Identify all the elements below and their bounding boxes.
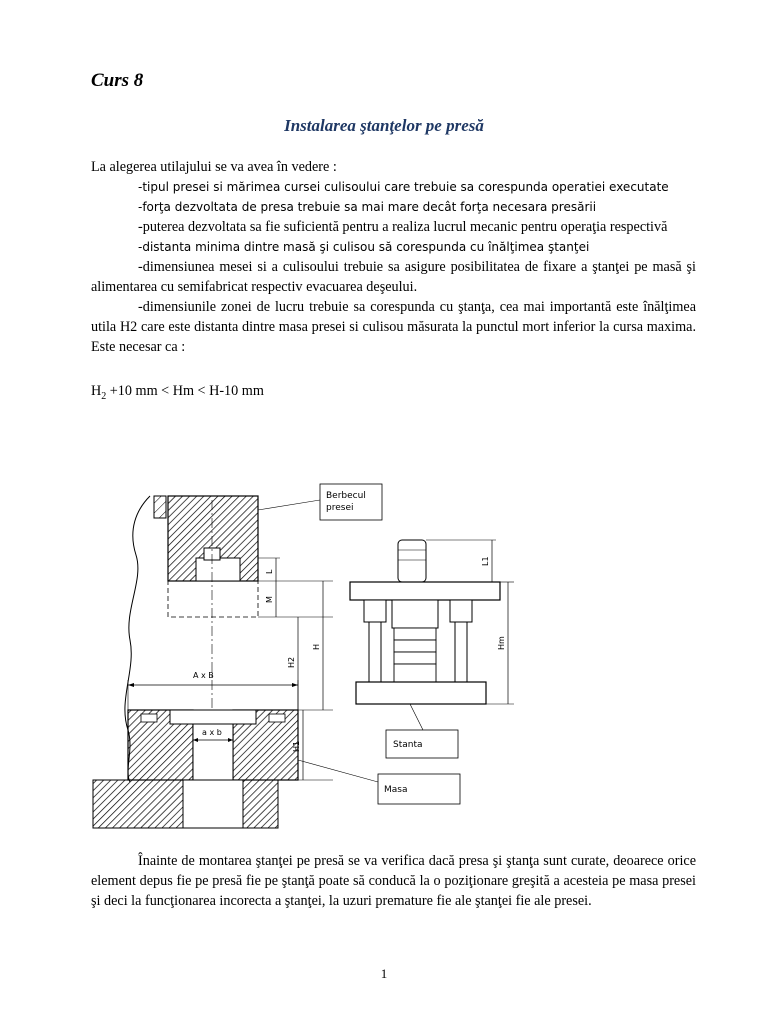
dim-Hm-label: Hm: [497, 636, 506, 650]
die-base-plate: [356, 682, 486, 704]
closing-text: [91, 851, 696, 911]
formula-h: H: [91, 383, 102, 399]
die-shank: [398, 540, 426, 582]
dim-H-label: H: [312, 643, 321, 650]
dim-L1-label: L1: [481, 556, 490, 566]
formula-subscript: 2: [101, 390, 107, 402]
course-label: Curs 8: [91, 70, 144, 91]
list-item-text: -tipul presei si mărimea cursei culisoului care trebuie sa corespunda operatiei executate: [138, 180, 669, 194]
page-number: 1: [380, 966, 388, 981]
ram-slot: [196, 558, 240, 581]
list-item: -puterea dezvoltata sa fie suficientă pentru a realiza lucrul mecanic pentru operaţia respectivă: [138, 219, 668, 235]
list-item: [91, 237, 696, 257]
callout-berbecul-text: Berbecul: [326, 491, 366, 501]
press-frame-notch: [154, 496, 166, 518]
die-punch: [392, 600, 438, 628]
bed-right: [243, 780, 278, 828]
callout-berbecul-box: [320, 484, 382, 520]
die-pillar-left: [369, 622, 381, 682]
bed-hole: [183, 780, 243, 828]
die-pillar-right: [455, 622, 467, 682]
list-item: [91, 197, 696, 217]
intro-paragraph: La alegerea utilajului se va avea în vedere :: [91, 159, 337, 175]
callout-masa-label: Masa: [384, 785, 408, 795]
table-top-slot: [170, 710, 256, 724]
die-core-4: [394, 664, 436, 682]
dim-L-label: L: [265, 569, 274, 574]
dim-AxB-label: A x B: [193, 671, 214, 680]
die-top-plate: [350, 582, 500, 600]
bed-left: [93, 780, 183, 828]
die-core-2: [394, 640, 436, 652]
dim-axb-label: a x b: [202, 728, 222, 737]
dim-H2-label: H2: [287, 656, 296, 668]
table-t-slot-left: [141, 714, 157, 722]
list-item-text: -distanta minima dintre masă şi culisou să corespunda cu înălţimea ştanţei: [138, 240, 590, 254]
die-guide-left-top: [364, 600, 386, 622]
dim-H1-label: H1: [292, 740, 301, 752]
table-t-slot-right: [269, 714, 285, 722]
list-item: -dimensiunile zonei de lucru trebuie sa corespunda cu ştanţa, cea mai importantă este înălţimea utila H2 care este distanta dintre masa presei si culisou măsurata la punctul mort inferior la cursa maxima. Este necesar ca :: [91, 299, 696, 355]
formula-rest: +10 mm < Hm < H-10 mm: [106, 383, 264, 399]
callout-stanta-label: Stanta: [393, 740, 423, 750]
list-item: [91, 177, 696, 197]
body-text: [91, 157, 696, 357]
ram-lower-position: [168, 581, 258, 617]
list-item-text: -forţa dezvoltata de presa trebuie sa mai mare decât forţa necesara presării: [138, 200, 597, 214]
press-die-diagram: [88, 470, 528, 830]
dim-M-label: M: [265, 596, 274, 603]
callout-berbecul-text-line2: presei: [326, 503, 354, 513]
closing-paragraph: Înainte de montarea ştanţei pe presă se va verifica dacă presa şi ştanţa sunt curate, deoarece orice element depus fie pe presă fie pe ştanţă poate să conducă la o poziţionare greşită a acesteia pe masa presei şi deci la funcţionarea incorecta a ştanţei, la uzuri premature fie ale ştanţei fie ale presei.: [91, 853, 696, 909]
formula: [91, 383, 264, 402]
die-core-3: [394, 652, 436, 664]
page-title: Instalarea ştanţelor pe presă: [284, 116, 484, 135]
list-item: -dimensiunea mesei si a culisoului trebuie sa asigure posibilitatea de fixare a ştanţei pe masă şi alimentarea cu semifabricat respectiv evacuarea deşeului.: [91, 259, 696, 295]
die-guide-right-top: [450, 600, 472, 622]
die-core-1: [394, 628, 436, 640]
